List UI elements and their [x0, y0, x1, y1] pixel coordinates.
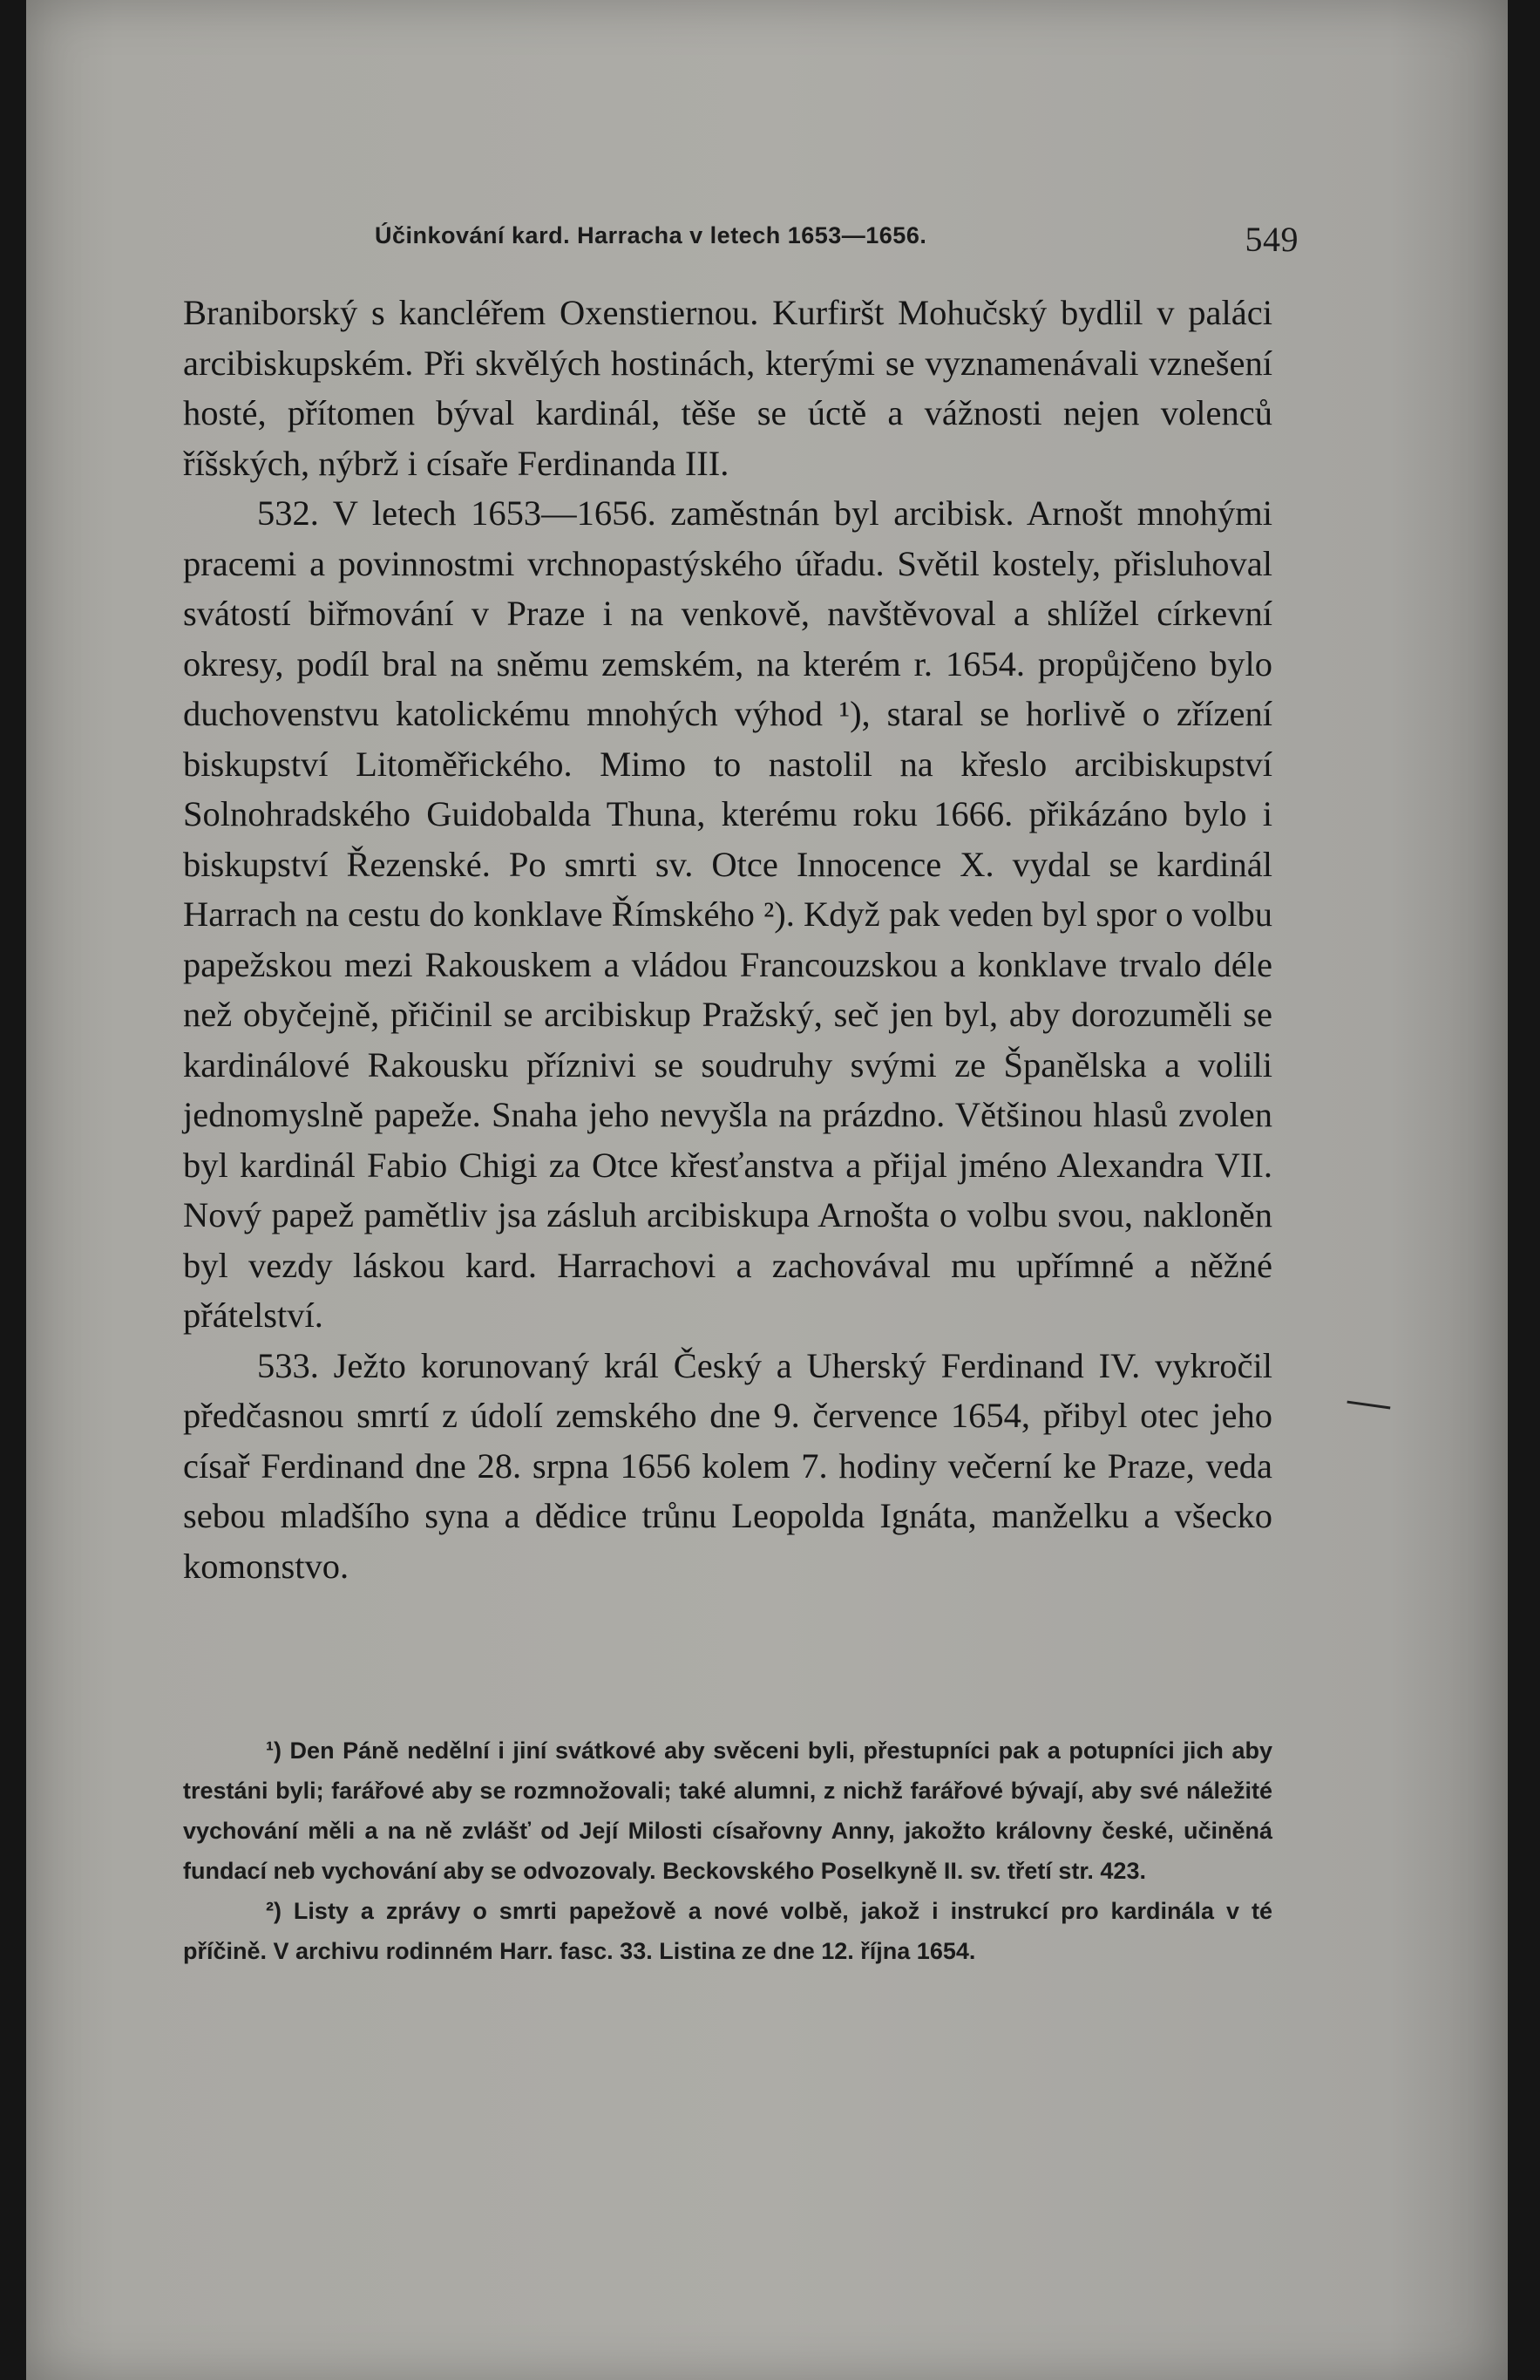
paragraph-continuation: Braniborský s kancléřem Oxenstiernou. Kurfiršt Mohučský bydlil v paláci arcibiskupském. Při skvělých hostinách, kterými se vyznamenávali vznešení hosté, přítomen býval kardinál, těše se úctě a vážnosti nejen volenců říšských, nýbrž i císaře Ferdinanda III. — [183, 293, 1272, 483]
footnote-1: ¹) Den Páně nedělní i jiní svátkové aby svěceni byli, přestupníci pak a potupníci jich aby trestáni byli; farářové aby se rozmnožovali; také alumni, z nichž farářové bývají, aby své náležité vychování měli a na ně zvlášť od Její Milosti císařovny Anny, jakožto královny české, učiněná fundací neb vychování aby se odvozovaly. Beckovského Poselkyně II. sv. třetí str. 423. — [183, 1737, 1272, 1884]
paragraph-533: 533. Ježto korunovaný král Český a Uherský Ferdinand IV. vykročil předčasnou smrtí z údolí zemského dne 9. července 1654, přibyl otec jeho císař Ferdinand dne 28. srpna 1656 kolem 7. hodiny večerní ke Praze, veda sebou mladšího syna a dědice trůnu Leopolda Ignáta, manželku a všecko komonstvo. — [183, 1345, 1272, 1586]
main-text — [183, 288, 1272, 1591]
paragraph-532: 532. V letech 1653—1656. zaměstnán byl arcibisk. Arnošt mnohými pracemi a povinnostmi vrchnopastýského úřadu. Světil kostely, přisluhoval svátostí biřmování v Praze i na venkově, navštěvoval a shlížel církevní okresy, podíl bral na sněmu zemském, na kterém r. 1654. propůjčeno bylo duchovenstvu katolickému mnohých výhod ¹), staral se horlivě o zřízení biskupství Litoměřického. Mimo to nastolil na křeslo arcibiskupství Solnohradského Guidobalda Thuna, kterému roku 1666. přikázáno bylo i biskupství Řezenské. Po smrti sv. Otce Innocence X. vydal se kardinál Harrach na cestu do konklave Římského ²). Když pak veden byl spor o volbu papežskou mezi Rakouskem a vládou Francouzskou a konklave trvalo déle než obyčejně, přičinil se arcibiskup Pražský, seč jen byl, aby dorozuměli se kardinálové Rakousku příznivi se soudruhy svými ze Španělska a volili jednomyslně papeže. Snaha jeho nevyšla na prázdno. Většinou hlasů zvolen byl kardinál Fabio Chigi za Otce křesťanstva a přijal jméno Alexandra VII. Nový papež pamětliv jsa zásluh arcibiskupa Arnošta o volbu svou, nakloněn byl vezdy láskou kard. Harrachovi a zachovával mu upřímné a něžné přátelství. — [183, 493, 1272, 1335]
page-header — [375, 222, 1299, 257]
footnotes — [183, 1731, 1272, 1971]
page-number: 549 — [1245, 220, 1299, 259]
running-title: Účinkování kard. Harracha v letech 1653—1656. — [375, 222, 927, 248]
footnote-2: ²) Listy a zprávy o smrti papežově a nové volbě, jakož i instrukcí pro kardinála v té příčině. V archivu rodinném Harr. fasc. 33. Listina ze dne 12. října 1654. — [183, 1898, 1272, 1964]
